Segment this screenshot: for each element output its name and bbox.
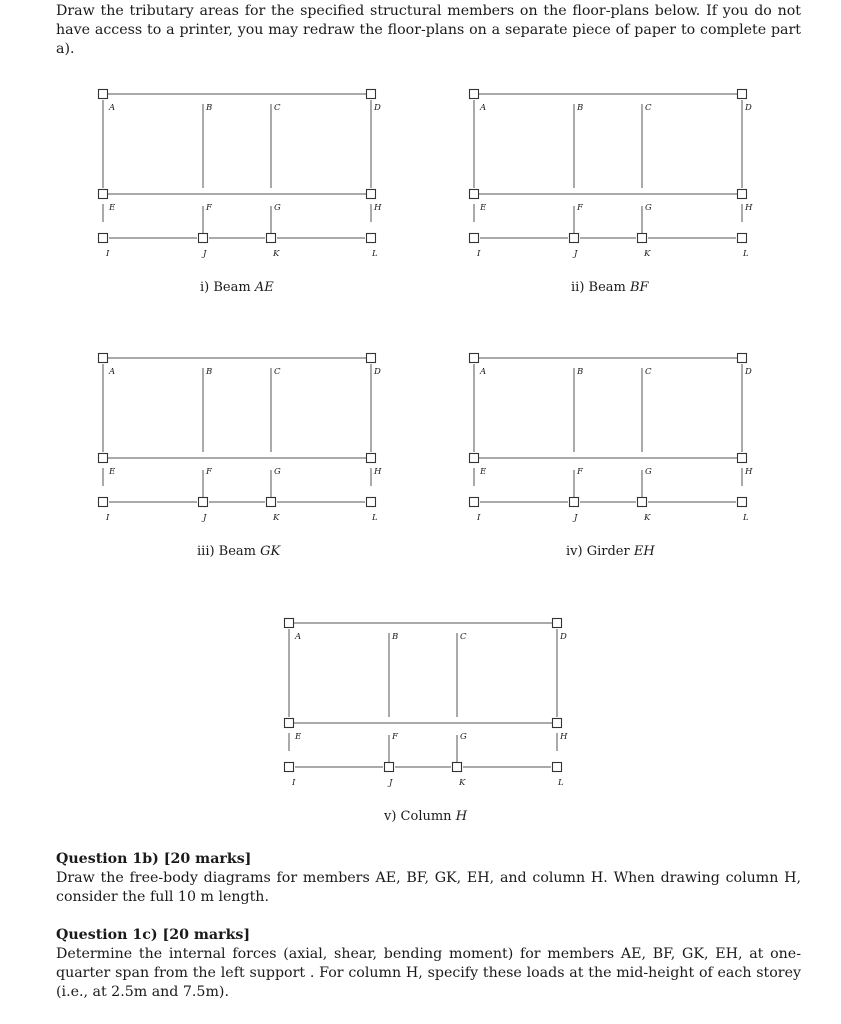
node-label-c: C <box>645 103 652 113</box>
floor-plan-drawing <box>283 617 583 787</box>
floor-plan-2 <box>468 88 768 258</box>
node-label-g: G <box>460 732 467 742</box>
node-label-a: A <box>480 103 487 113</box>
node-h-square <box>738 190 747 199</box>
node-label-c: C <box>274 103 281 113</box>
node-label-j: J <box>574 249 578 259</box>
node-d-square <box>738 90 747 99</box>
node-label-k: K <box>644 513 651 523</box>
node-label-f: F <box>206 467 212 477</box>
node-label-d: D <box>374 103 381 113</box>
node-label-e: E <box>109 203 116 213</box>
node-label-c: C <box>645 367 652 377</box>
node-j-square <box>570 498 579 507</box>
node-label-h: H <box>374 467 382 477</box>
node-label-k: K <box>273 513 280 523</box>
question-1b-heading: Question 1b) [20 marks] <box>56 851 252 867</box>
node-label-i: I <box>477 513 481 523</box>
node-label-e: E <box>480 467 487 477</box>
node-label-f: F <box>392 732 398 742</box>
node-d-square <box>738 354 747 363</box>
node-label-i: I <box>292 778 296 788</box>
node-label-h: H <box>374 203 382 213</box>
node-label-b: B <box>392 632 399 642</box>
node-label-k: K <box>459 778 466 788</box>
node-i-square <box>285 763 294 772</box>
node-label-c: C <box>460 632 467 642</box>
node-i-square <box>470 498 479 507</box>
node-k-square <box>638 498 647 507</box>
floor-plan-drawing <box>97 88 397 258</box>
node-label-j: J <box>389 778 393 788</box>
node-label-j: J <box>203 513 207 523</box>
question-1c-body: Determine the internal forces (axial, shear, bending moment) for members AE, BF, GK, EH, at one-quarter span from the left support . For column H, specify these loads at the mid-height of each storey (i.e., at 2.5m and 7.5m). <box>56 946 801 1000</box>
node-label-j: J <box>574 513 578 523</box>
node-l-square <box>738 234 747 243</box>
node-j-square <box>199 234 208 243</box>
node-j-square <box>570 234 579 243</box>
node-label-b: B <box>206 103 213 113</box>
intro-instructions: Draw the tributary areas for the specified structural members on the floor-plans below. If you do not have access to a printer, you may redraw the floor-plans on a separate piece of paper to complete part a). <box>56 3 801 57</box>
node-e-square <box>99 454 108 463</box>
node-a-square <box>285 619 294 628</box>
plan-caption-1: i) Beam AE <box>200 280 274 295</box>
node-label-l: L <box>743 513 749 523</box>
question-1c <box>56 926 801 1002</box>
node-label-h: H <box>560 732 568 742</box>
node-k-square <box>267 234 276 243</box>
floor-plan-3 <box>97 352 397 522</box>
plan-caption-2: ii) Beam BF <box>571 280 649 295</box>
node-a-square <box>99 354 108 363</box>
node-label-e: E <box>109 467 116 477</box>
node-label-f: F <box>206 203 212 213</box>
node-label-k: K <box>273 249 280 259</box>
node-l-square <box>367 234 376 243</box>
node-k-square <box>638 234 647 243</box>
plan-caption-3: iii) Beam GK <box>197 544 281 559</box>
node-label-f: F <box>577 203 583 213</box>
node-label-e: E <box>480 203 487 213</box>
floor-plan-drawing <box>97 352 397 522</box>
node-label-l: L <box>372 513 378 523</box>
floor-plan-drawing <box>468 352 768 522</box>
question-1b <box>56 850 801 907</box>
node-e-square <box>470 190 479 199</box>
node-i-square <box>99 498 108 507</box>
node-a-square <box>470 90 479 99</box>
node-label-a: A <box>480 367 487 377</box>
node-label-d: D <box>745 367 752 377</box>
node-label-a: A <box>109 103 116 113</box>
node-label-d: D <box>745 103 752 113</box>
node-label-k: K <box>644 249 651 259</box>
node-label-a: A <box>295 632 302 642</box>
node-label-g: G <box>274 203 281 213</box>
floor-plan-1 <box>97 88 397 258</box>
node-d-square <box>367 90 376 99</box>
node-k-square <box>267 498 276 507</box>
node-a-square <box>470 354 479 363</box>
node-label-g: G <box>645 467 652 477</box>
node-label-i: I <box>477 249 481 259</box>
node-label-i: I <box>106 249 110 259</box>
node-h-square <box>367 454 376 463</box>
node-label-l: L <box>558 778 564 788</box>
node-a-square <box>99 90 108 99</box>
plan-caption-4: iv) Girder EH <box>566 544 655 559</box>
floor-plan-4 <box>468 352 768 522</box>
node-d-square <box>367 354 376 363</box>
node-e-square <box>285 719 294 728</box>
node-label-h: H <box>745 467 753 477</box>
node-k-square <box>453 763 462 772</box>
node-h-square <box>553 719 562 728</box>
node-l-square <box>738 498 747 507</box>
node-label-c: C <box>274 367 281 377</box>
node-e-square <box>99 190 108 199</box>
node-label-l: L <box>743 249 749 259</box>
node-e-square <box>470 454 479 463</box>
question-1b-body: Draw the free-body diagrams for members AE, BF, GK, EH, and column H. When drawing column H, consider the full 10 m length. <box>56 870 801 905</box>
node-i-square <box>470 234 479 243</box>
node-label-a: A <box>109 367 116 377</box>
node-j-square <box>199 498 208 507</box>
question-1c-heading: Question 1c) [20 marks] <box>56 927 251 943</box>
node-label-i: I <box>106 513 110 523</box>
node-h-square <box>738 454 747 463</box>
node-label-h: H <box>745 203 753 213</box>
node-label-b: B <box>206 367 213 377</box>
node-l-square <box>367 498 376 507</box>
node-label-b: B <box>577 367 584 377</box>
node-j-square <box>385 763 394 772</box>
floor-plan-5 <box>283 617 583 787</box>
node-label-e: E <box>295 732 302 742</box>
node-label-d: D <box>560 632 567 642</box>
node-label-j: J <box>203 249 207 259</box>
node-label-g: G <box>274 467 281 477</box>
node-i-square <box>99 234 108 243</box>
node-label-b: B <box>577 103 584 113</box>
node-label-g: G <box>645 203 652 213</box>
node-h-square <box>367 190 376 199</box>
node-label-l: L <box>372 249 378 259</box>
node-l-square <box>553 763 562 772</box>
plan-caption-5: v) Column H <box>384 809 468 824</box>
node-label-d: D <box>374 367 381 377</box>
node-d-square <box>553 619 562 628</box>
floor-plan-drawing <box>468 88 768 258</box>
node-label-f: F <box>577 467 583 477</box>
